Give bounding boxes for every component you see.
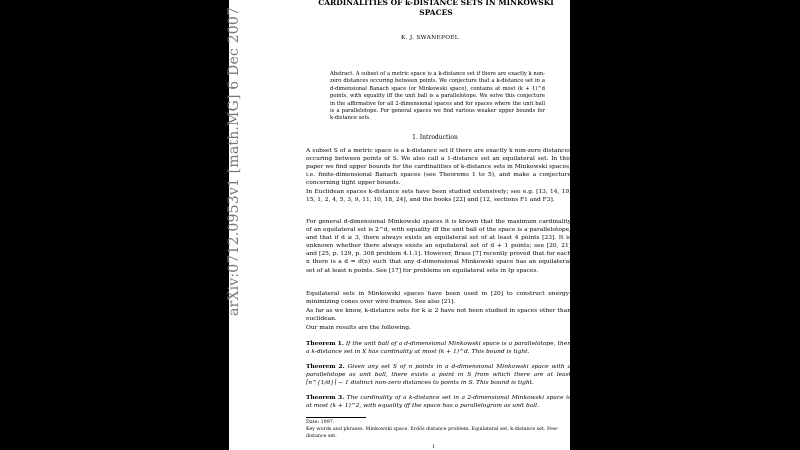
author: K. J. SWANEPOEL xyxy=(401,35,459,41)
title-line-1: CARDINALITIES OF k-DISTANCE SETS IN MINKOWSKI xyxy=(318,0,554,7)
title-line-2: SPACES xyxy=(419,8,453,17)
theorem-2-text: Given any set S of n points in a d-dimensional Minkowski space with a parallelotope as unit ball, there exists a point in S from which there are at least ⌈n^{1/d}⌉ − 1 distinct non-zero distances to points in S. This bound is tight. xyxy=(306,364,571,387)
theorem-3-label: Theorem 3. xyxy=(306,394,345,401)
theorem-3 xyxy=(306,394,571,410)
paper-title xyxy=(316,0,556,18)
theorem-2 xyxy=(306,363,571,387)
footnote-rule xyxy=(306,417,366,418)
theorem-3-text: The cardinality of a k-distance set in a 2-dimensional Minkowski space is at most (k + 1)^2, with equality iff the space has a parallelogram as unit ball. xyxy=(306,395,572,410)
footnote-date: Date: 1997. xyxy=(306,420,335,425)
arxiv-stamp: arXiv:0712.0953v1 [math.MG] 6 Dec 2007 xyxy=(226,6,242,316)
theorem-1-label: Theorem 1. xyxy=(306,340,344,347)
paragraph-2: In Euclidean spaces k-distance sets have been studied extensively; see e.g. [13, 14, 19, 15, 1, 2, 4, 5, 3, 9, 11, 10, 18, 24], and the books [22] and [12, sections F1 and F3]. xyxy=(306,189,571,204)
paragraph-3: For general d-dimensional Minkowski spaces it is known that the maximum cardinality of an equilateral set is 2^d, with equality iff the unit ball of the space is a parallelotope, and that if d ≥ 3, there always exists an equilateral set of at least 4 points [23]. It is unknown whether there always exists an equilateral set of d + 1 points; see [20, 21] and [25, p. 129, p. 308 problem 4.1.1]. However, Brass [7] recently proved that for each n there is a d = d(n) such that any d-dimensional Minkowski space has an equilateral set of at least n points. See [17] for problems on equilateral sets in ℓp spaces. xyxy=(306,219,571,274)
paragraph-1: A subset S of a metric space is a k-distance set if there are exactly k non-zero distances occuring between points of S. We also call a 1-distance set an equilateral set. In this paper we find upper bounds for the cardinalities of k-distance sets in Minkowski spaces, i.e. finite-dimensional Banach spaces (see Theorems 1 to 5), and make a conjecture concerning tight upper bounds. xyxy=(306,148,571,187)
abstract: Abstract. A subset of a metric space is a k-distance set if there are exactly k non-zero distances occuring between points. We conjecture that a k-distance set in a d-dimensional Banach space (or Minkowski space), contains at most (k + 1)^d points, with equality iff the unit ball is a parallelotope. We solve this conjecture in the affirmative for all 2-dimensional spaces and for spaces where the unit ball is a parallelotope. For general spaces we find various weaker upper bounds for k-distance sets. xyxy=(330,71,545,122)
theorem-2-label: Theorem 2. xyxy=(306,363,345,370)
paragraph-5: As far as we know, k-distance sets for k ≥ 2 have not been studied in spaces other than euclidean. xyxy=(306,308,571,323)
paragraph-6: Our main results are the following. xyxy=(306,325,411,331)
footnote-keywords: Key words and phrases. Minkowski space. Erdős distance problem. Equilateral set. k-distance set. Few-distance set. xyxy=(306,427,559,439)
theorem-1-text: If the unit ball of a d-dimensional Minkowski space is a parallelotope, then a k-distance set in X has cardinality at most (k + 1)^d. This bound is tight. xyxy=(306,341,571,356)
paragraph-4: Equilateral sets in Minkowski spaces have been used in [20] to construct energy-minimizing cones over wire-frames. See also [21]. xyxy=(306,291,571,306)
section-heading: 1. Introduction xyxy=(412,134,458,141)
theorem-1 xyxy=(306,340,571,356)
page-number: 1 xyxy=(432,444,436,450)
